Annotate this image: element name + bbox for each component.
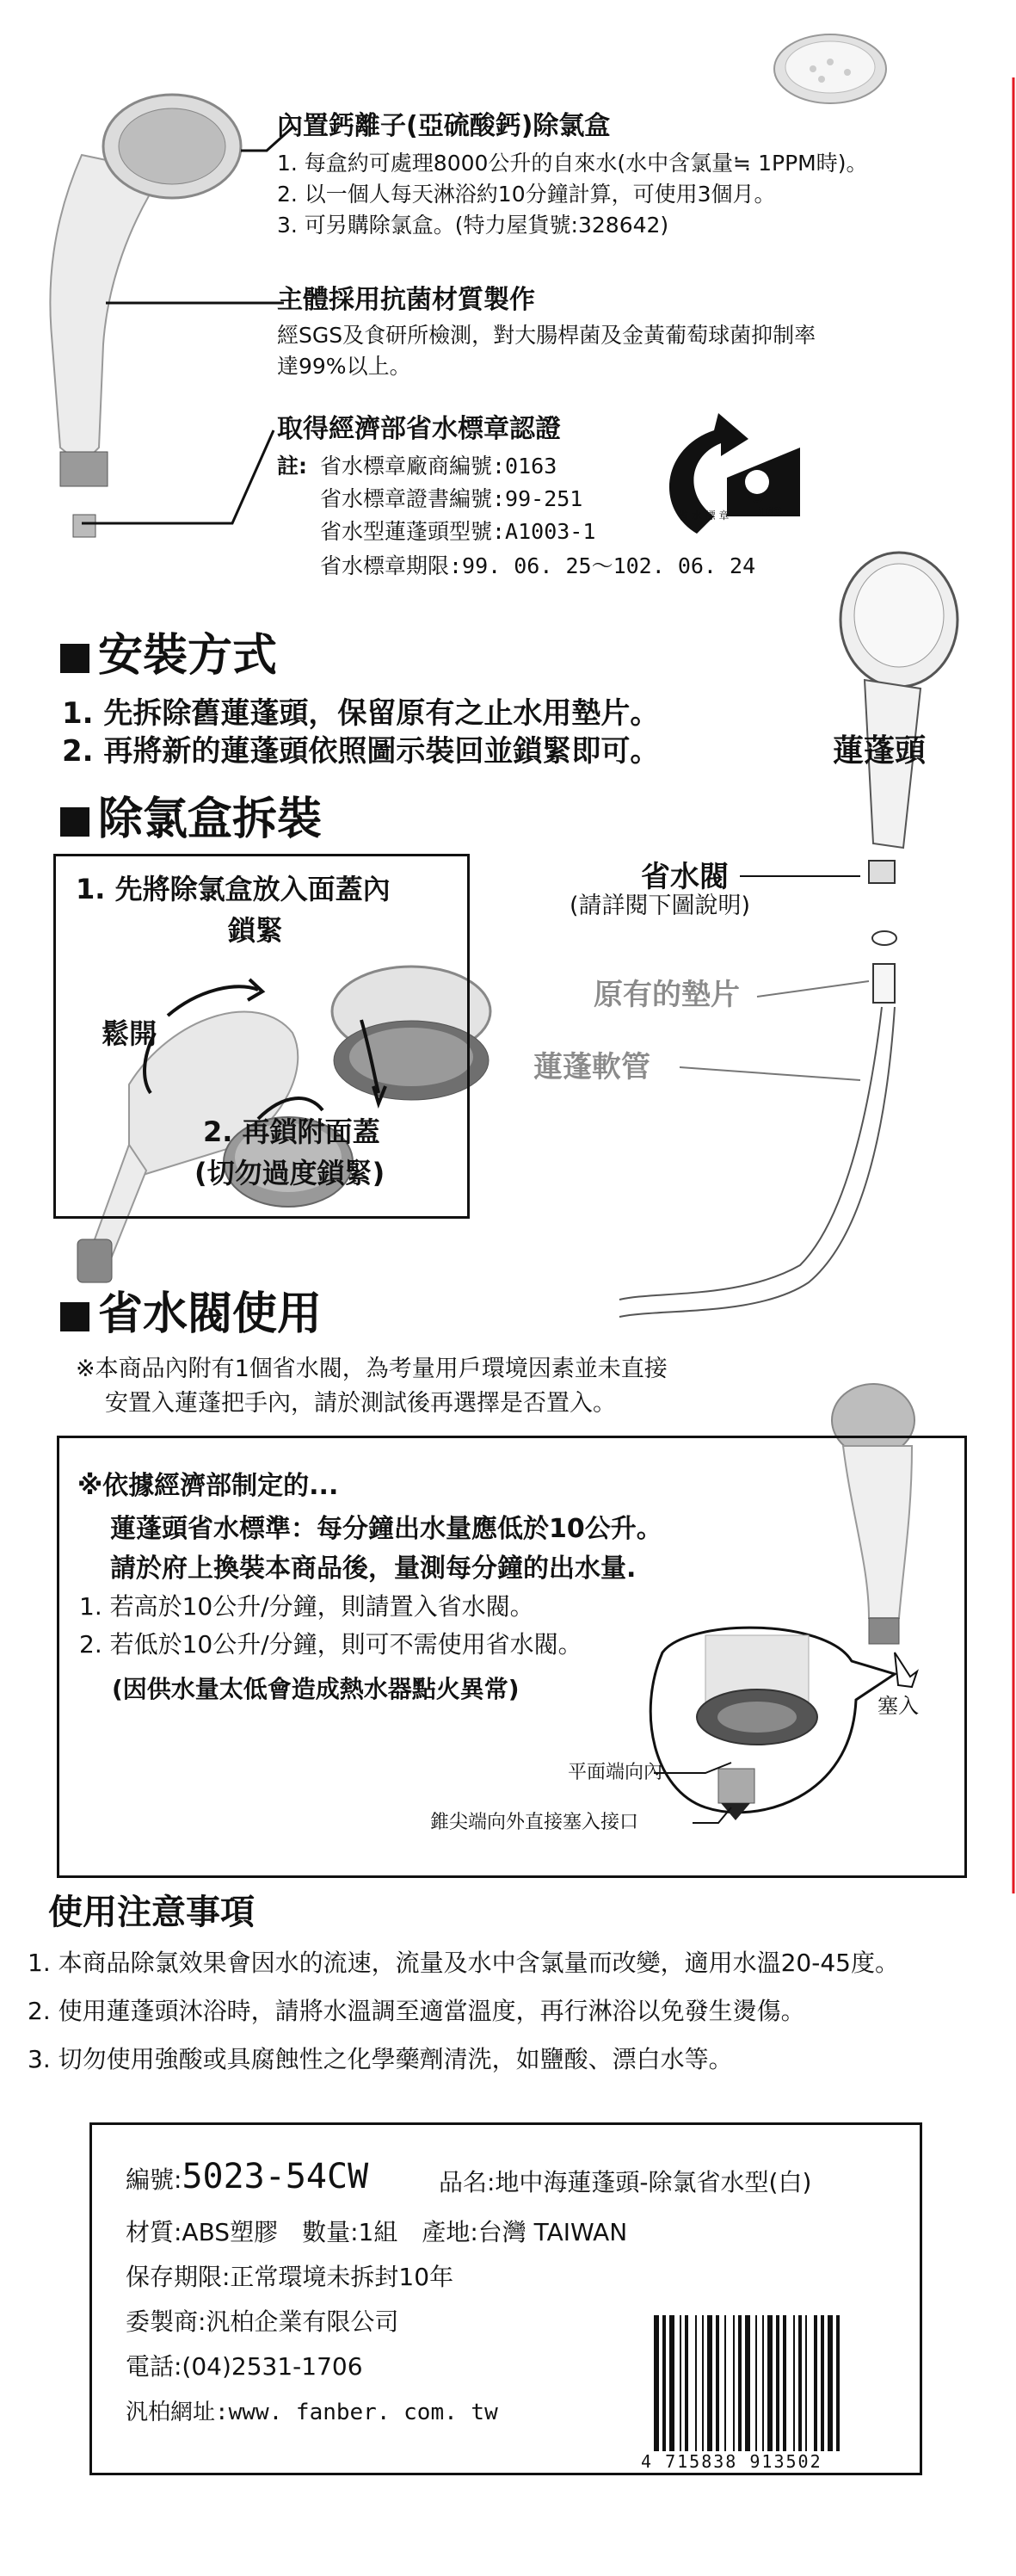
note-item: 2. 使用蓮蓬頭沐浴時，請將水溫調至適當溫度，再行淋浴以免發生燙傷。 (28, 1997, 805, 2025)
valve-standard: 蓮蓬頭省水標準：每分鐘出水量應低於10公升。 (110, 1514, 662, 1544)
tip-end-label: 錐尖端向外直接塞入接口 (430, 1812, 639, 1833)
dechlor-step2-note: (切勿過度鎖緊) (194, 1157, 385, 1189)
install-step: 1. 先拆除舊蓮蓬頭，保留原有之止水用墊片。 (62, 696, 660, 731)
feature-title-antibacterial: 主體採用抗菌材質製作 (277, 285, 535, 315)
valve-warning: (因供水量太低會造成熱水器點火異常) (112, 1675, 520, 1703)
feature-title-dechlor: 內置鈣離子(亞硫酸鈣)除氯盒 (277, 111, 611, 141)
diagram-label-washer: 原有的墊片 (594, 978, 740, 1012)
feature-line: 1. 每盒約可處理8000公升的自來水(水中含氯量≒ 1PPM時)。 (277, 151, 868, 176)
feature-line: 達99%以上。 (277, 354, 411, 379)
feature-line: 3. 可另購除氯盒。(特力屋貨號:328642) (277, 213, 669, 238)
valve-box-title: ※依據經濟部制定的... (77, 1471, 339, 1501)
cert-line: 省水型蓮蓬頭型號:A1003-1 (320, 519, 596, 544)
install-heading: 安裝方式 (60, 628, 277, 683)
installation-diagram (619, 553, 958, 1317)
product-code-row (126, 2157, 368, 2200)
install-step: 2. 再將新的蓮蓬頭依照圖示裝回並鎖緊即可。 (62, 734, 660, 769)
valve-rule: 1. 若高於10公升/分鐘，則請置入省水閥。 (79, 1592, 534, 1621)
notes-heading: 使用注意事項 (48, 1893, 255, 1932)
product-code: 5023-54CW (182, 2157, 369, 2196)
diagram-label-hose: 蓮蓬軟管 (533, 1050, 650, 1084)
cert-line: 省水標章廠商編號:0163 (320, 454, 557, 479)
code-label: 編號: (126, 2165, 182, 2194)
diagram-label-valve: 省水閥 (641, 860, 729, 894)
cert-line: 省水標章期限:99. 06. 25～102. 06. 24 (320, 553, 756, 578)
dechlor-cartridge-illustration (774, 34, 886, 103)
valve-intro: 安置入蓮蓬把手內，請於測試後再選擇是否置入。 (105, 1390, 616, 1417)
cert-line: 省水標章證書編號:99-251 (320, 486, 583, 511)
dechlor-step2: 2. 再鎖附面蓋 (203, 1115, 380, 1148)
flat-end-label: 平面端向內 (568, 1762, 663, 1783)
dechlor-heading: 除氯盒拆裝 (60, 792, 322, 847)
feature-title-certification: 取得經濟部省水標章認證 (277, 414, 561, 444)
product-shelf-life: 保存期限:正常環境未拆封10年 (126, 2263, 454, 2291)
diagram-label-shower-head: 蓮蓬頭 (833, 733, 927, 769)
feature-line: 2. 以一個人每天淋浴約10分鐘計算，可使用3個月。 (277, 182, 776, 207)
dechlor-step1: 1. 先將除氯盒放入面蓋內 (76, 873, 391, 905)
insert-label: 塞入 (877, 1694, 919, 1718)
product-website: 汎柏網址:www. fanber. com. tw (126, 2400, 498, 2425)
diagram-label-valve-note: (請詳閱下圖說明) (570, 893, 751, 919)
valve-rule: 2. 若低於10公升/分鐘，則可不需使用省水閥。 (79, 1630, 582, 1659)
shower-head-illustration (50, 95, 241, 537)
product-name: 品名:地中海蓮蓬頭-除氯省水型(白) (439, 2168, 812, 2196)
product-phone: 電話:(04)2531-1706 (126, 2352, 363, 2381)
loosen-label: 鬆開 (102, 1017, 157, 1050)
product-maker: 委製商:汎柏企業有限公司 (126, 2307, 399, 2336)
barcode-number: 4 715838 913502 (641, 2451, 822, 2472)
note-label: 註: (277, 454, 307, 479)
lock-label: 鎖緊 (228, 914, 284, 947)
valve-standard: 請於府上換裝本商品後，量測每分鐘的出水量. (110, 1554, 637, 1584)
note-item: 1. 本商品除氯效果會因水的流速，流量及水中含氯量而改變，適用水溫20-45度。 (28, 1949, 899, 1977)
valve-intro: ※本商品內附有1個省水閥，為考量用戶環境因素並未直接 (76, 1356, 668, 1382)
feature-line: 經SGS及食研所檢測，對大腸桿菌及金黃葡萄球菌抑制率 (277, 323, 816, 348)
valve-heading: 省水閥使用 (60, 1287, 322, 1342)
product-spec: 材質:ABS塑膠 數量:1組 產地:台灣 TAIWAN (126, 2218, 628, 2246)
water-label-number: 163 (757, 506, 783, 520)
note-item: 3. 切勿使用強酸或具腐蝕性之化學藥劑清洗，如鹽酸、漂白水等。 (28, 2045, 733, 2073)
water-label-text: 省 水 標 章 (678, 510, 730, 522)
